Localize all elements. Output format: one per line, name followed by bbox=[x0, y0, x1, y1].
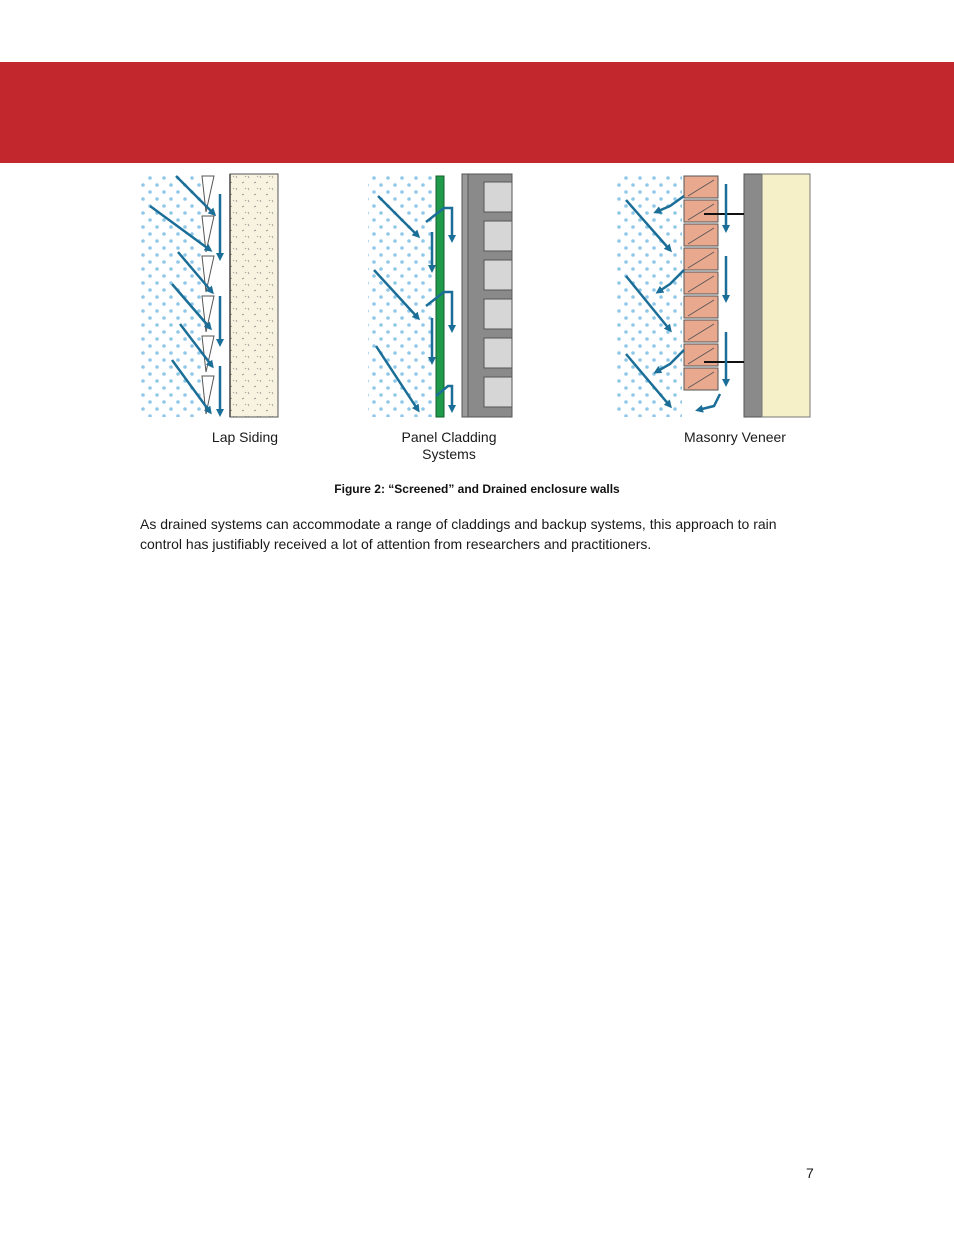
drained-wall-figure bbox=[0, 0, 954, 480]
panel-cladding-diagram bbox=[368, 174, 512, 417]
panel-cladding-label-line2: Systems bbox=[422, 446, 476, 462]
panel-cladding-label bbox=[384, 429, 514, 463]
figure-caption: Figure 2: “Screened” and Drained enclosure walls bbox=[334, 482, 620, 496]
page-number: 7 bbox=[806, 1165, 814, 1181]
panel-cladding-label-line1: Panel Cladding bbox=[401, 429, 497, 445]
masonry-veneer-label: Masonry Veneer bbox=[684, 429, 786, 445]
lap-siding-diagram bbox=[140, 174, 278, 417]
body-paragraph: As drained systems can accommodate a range of claddings and backup systems, this approach to rain control has justifiably received a lot of attention from researchers and practitioners. bbox=[140, 516, 777, 552]
lap-siding-label: Lap Siding bbox=[211, 429, 279, 445]
masonry-veneer-diagram bbox=[616, 174, 810, 417]
